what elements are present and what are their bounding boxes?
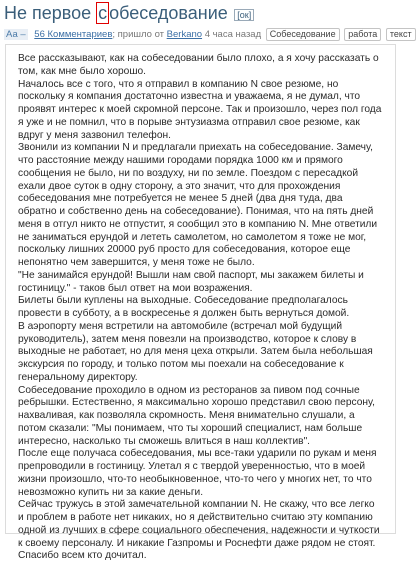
- comments-link[interactable]: 56 Комментариев: [34, 29, 113, 40]
- tag-sobesedovanie[interactable]: Собеседование: [266, 28, 340, 41]
- post-paragraph: Началось все с того, что я отправил в компанию N свое резюме, но поскольку я компания достаточно известна и уважаема, я не думал, что проявят интерес к моей скромной персоне. Так и произошло, через пол года я уже и не помнил, что в порыве энтузиазма отправил свое резюме, как вдруг у меня зазвонил телефон.: [18, 78, 382, 141]
- post-paragraph: Звонили из компании N и предлагали приехать на собеседование. Замечу, что расстояние между нашими городами порядка 1000 км и прямого сообщения не было, ни по воздуху, ни по земле. Поездом с пересадкой ехали двое суток в одну сторону, а это значит, что для прохождения собеседования мне потребуется не менее 5 дней (два дня туда, два обратно и собственно день на собеседование). Понимая, что на пять дней меня в отгул никто не отпустит, я сообщил это в компанию N. Мне ответили не заниматься ерундой и лететь самолетом, но самолетом я тоже не мог, поскольку лишних 20000 руб просто для собеседования, которое еще непонятно чем завершится, у меня тоже не было.: [18, 142, 378, 268]
- post-title[interactable]: [4, 2, 228, 24]
- post-paragraph: Билеты были куплены на выходные. Собеседование предполагалось провести в субботу, а в воскресенье я должен быть вернуться домой.: [18, 295, 350, 319]
- post-language-tag[interactable]: [ок]: [234, 9, 254, 21]
- post-content: [5, 44, 396, 562]
- post-paragraph: "Не занимайся ерундой! Вышли нам свой паспорт, мы закажем билеты и гостиницу." - таков был ответ на мои возражения.: [18, 269, 364, 294]
- post-title-end: обеседование: [109, 3, 228, 23]
- tag-rabota[interactable]: работа: [344, 28, 381, 41]
- post-paragraph: Спасибо всем кто дочитал.: [18, 550, 147, 562]
- post-time: 4 часа назад: [204, 29, 262, 40]
- post-title-highlight: с: [98, 3, 108, 23]
- post-paragraph: Сейчас тружусь в этой замечательной компании N. Не скажу, что все легко и проблем в работе нет никаких, но я действительно считаю эту компанию одной из лучших в сфере социального обеспечения, надежности и чуткости к своему персоналу. И никакие Газпромы и Роснефти даже рядом не стоят.: [18, 499, 380, 549]
- font-size-control[interactable]: Аа –: [6, 29, 26, 40]
- post-paragraph: Собеседование проходило в одном из ресторанов за пивом под сочные ребрышки. Естественно, я максимально хорошо представил свою персону, нахваливая, как позволяла скромность. Меня внимательно слушали, а потом сказали: "Мы понимаем, что ты хороший специалист, нам больше интересно, насколько ты сможешь влиться в наш коллектив".: [18, 384, 375, 447]
- post-paragraph: После еще получаса собеседования, мы все-таки ударили по рукам и меня препроводили в гостиницу. Улетал я с твердой уверенностью, что в моей жизни произошло, что-то необыкновенное, что-то чего у многих нет, то что невозможно купить ни за какие деньги.: [18, 448, 377, 498]
- post-paragraph: В аэропорту меня встретили на автомобиле (встречал мой будущий руководитель), затем меня повезли на производство, которое к слову в выходные не работает, но для меня цеха открыли. Затем была небольшая экскурсия по городу, и только потом мы поехали на собеседование к генеральному директору.: [18, 320, 373, 383]
- meta-said: ; пришло от: [112, 29, 165, 40]
- post-meta: [4, 28, 412, 42]
- post-title-row: [4, 3, 396, 27]
- author-link[interactable]: Berkano: [166, 29, 203, 40]
- tag-tekst[interactable]: текст: [386, 28, 416, 41]
- post-title-start: Не первое: [4, 3, 97, 23]
- post-paragraph: Все рассказывают, как на собеседовании было плохо, а я хочу рассказать о том, как мне было хорошо.: [18, 53, 379, 77]
